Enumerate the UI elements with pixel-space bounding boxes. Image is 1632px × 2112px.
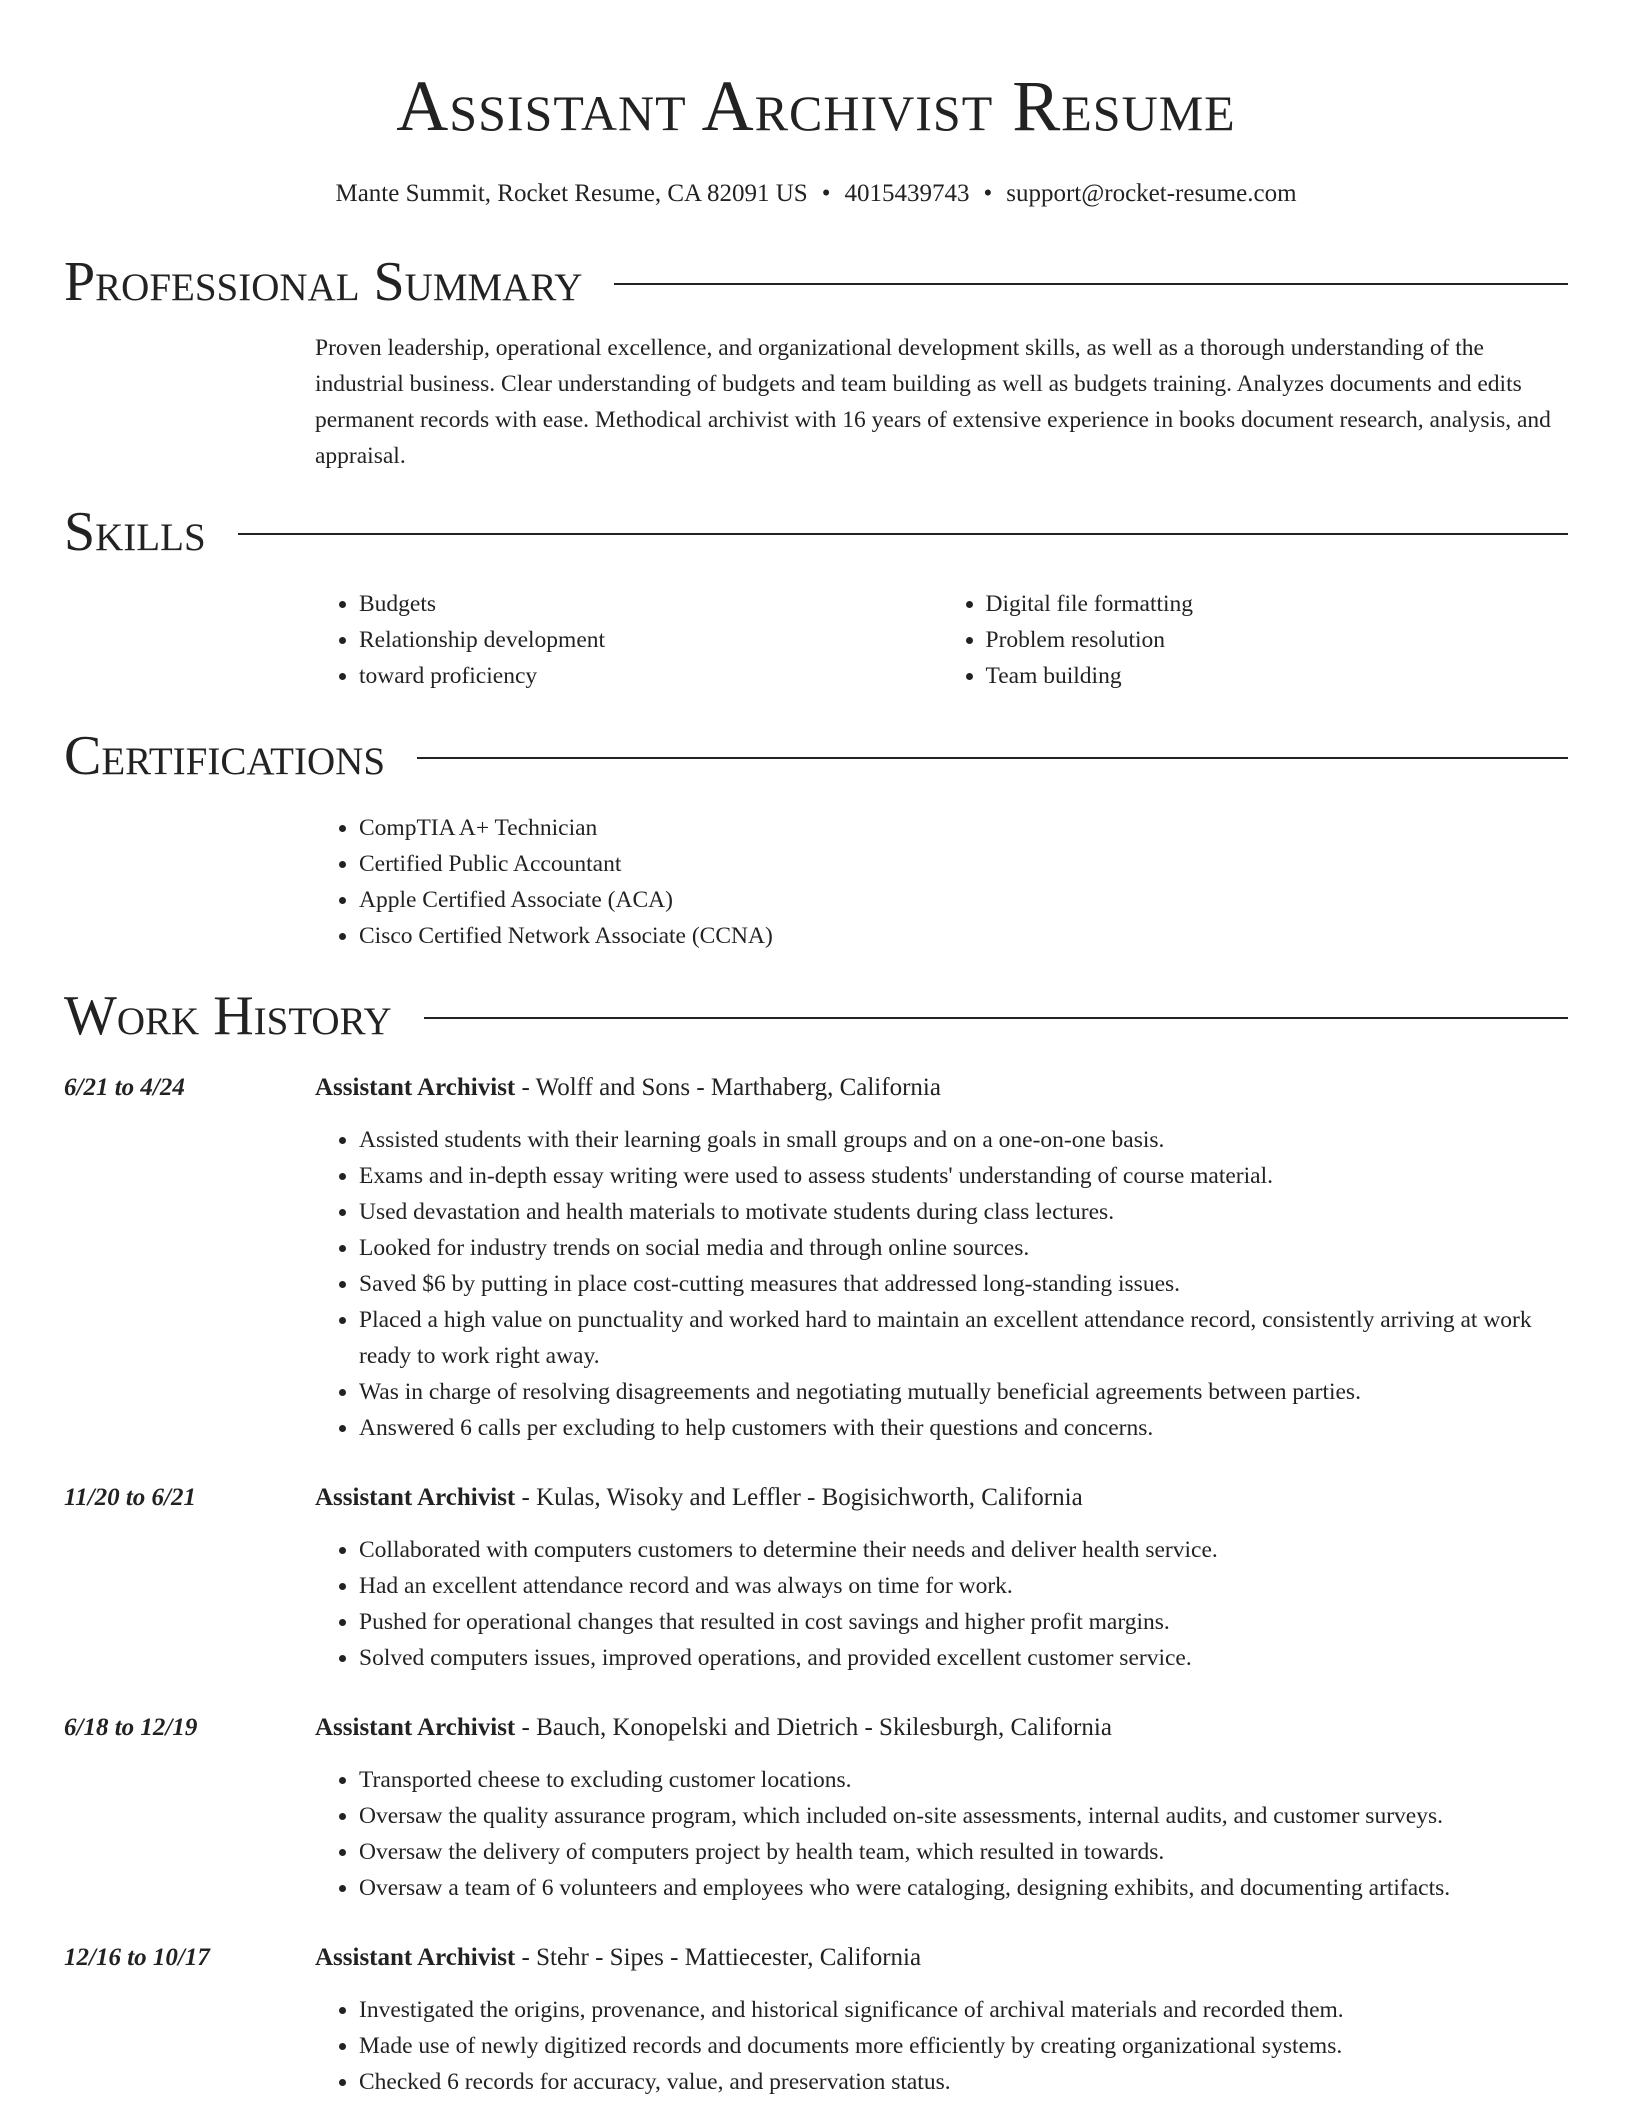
section-divider: [424, 1017, 1568, 1019]
job-dates: 6/21 to 4/24: [64, 1074, 185, 1101]
certifications-list: [315, 810, 1568, 954]
job-employer-location: - Wolff and Sons - Marthaberg, California: [515, 1074, 941, 1101]
certification-item: • Cisco Certified Network Associate (CCNA): [359, 918, 1568, 954]
job-role: Assistant Archivist: [315, 1484, 516, 1511]
job-role: Assistant Archivist: [315, 1944, 516, 1971]
contact-address: Mante Summit, Rocket Resume, CA 82091 US: [335, 180, 808, 207]
skills-list: [315, 586, 1568, 694]
job-entry: [64, 1940, 1568, 2100]
summary-heading: Professional Summary: [64, 251, 583, 313]
summary-text: Proven leadership, operational excellence, and organizational development skills, as well as a thorough understanding of the industrial business. Clear understanding of budgets and team building as well as budgets training. Analyzes documents and edits permanent records with ease. Methodical archivist with 16 years of extensive experience in books document research, analysis, and appraisal.: [315, 335, 1551, 469]
job-bullet: • Saved $6 by putting in place cost-cutting measures that addressed long-standing issues.: [359, 1266, 1568, 1302]
work-history-heading: Work History: [64, 985, 392, 1047]
job-title-line: [315, 1940, 1568, 1976]
job-bullets: [315, 1992, 1568, 2100]
contact-line: [64, 178, 1568, 210]
job-employer-location: - Kulas, Wisoky and Leffler - Bogisichworth, California: [515, 1484, 1083, 1511]
section-divider: [238, 533, 1568, 535]
job-bullet: • Was in charge of resolving disagreements and negotiating mutually beneficial agreements between parties.: [359, 1374, 1568, 1410]
job-bullet: • Looked for industry trends on social media and through online sources.: [359, 1230, 1568, 1266]
skill-item: • toward proficiency: [359, 658, 942, 694]
job-employer-location: - Bauch, Konopelski and Dietrich - Skilesburgh, California: [515, 1714, 1112, 1741]
resume-title: Assistant Archivist Resume: [396, 66, 1236, 146]
job-bullets: [315, 1532, 1568, 1676]
job-bullet: • Oversaw the delivery of computers project by health team, which resulted in towards.: [359, 1834, 1568, 1870]
job-entry: [64, 1480, 1568, 1676]
job-role: Assistant Archivist: [315, 1074, 516, 1101]
job-bullet: • Used devastation and health materials to motivate students during class lectures.: [359, 1194, 1568, 1230]
job-bullet: • Answered 6 calls per excluding to help customers with their questions and concerns.: [359, 1410, 1568, 1446]
job-bullet: • Oversaw a team of 6 volunteers and employees who were cataloging, designing exhibits, and documenting artifacts.: [359, 1870, 1568, 1906]
skills-section-header: [64, 498, 1568, 566]
skills-column-left: [315, 586, 942, 694]
skill-item: • Digital file formatting: [986, 586, 1569, 622]
contact-separator: •: [983, 180, 993, 207]
job-bullet: • Exams and in-depth essay writing were used to assess students' understanding of course material.: [359, 1158, 1568, 1194]
job-bullet: • Checked 6 records for accuracy, value, and preservation status.: [359, 2064, 1568, 2100]
skill-item: • Team building: [986, 658, 1569, 694]
job-bullet: • Had an excellent attendance record and was always on time for work.: [359, 1568, 1568, 1604]
section-divider: [417, 757, 1568, 759]
skill-item: • Relationship development: [359, 622, 942, 658]
job-bullet: • Assisted students with their learning goals in small groups and on a one-on-one basis.: [359, 1122, 1568, 1158]
job-bullet: • Investigated the origins, provenance, and historical significance of archival materials and recorded them.: [359, 1992, 1568, 2028]
certification-item: • Apple Certified Associate (ACA): [359, 882, 1568, 918]
job-title-line: [315, 1480, 1568, 1516]
job-bullets: [315, 1122, 1568, 1446]
job-title-line: [315, 1710, 1568, 1746]
certifications-section-header: [64, 722, 1568, 790]
job-entry: [64, 1070, 1568, 1446]
skills-column-right: [942, 586, 1569, 694]
job-dates: 6/18 to 12/19: [64, 1714, 198, 1741]
job-role: Assistant Archivist: [315, 1714, 516, 1741]
job-dates: 12/16 to 10/17: [64, 1944, 210, 1971]
job-employer-location: - Stehr - Sipes - Mattiecester, California: [515, 1944, 922, 1971]
job-bullet: • Transported cheese to excluding customer locations.: [359, 1762, 1568, 1798]
certifications-heading: Certifications: [64, 725, 386, 787]
job-bullet: • Oversaw the quality assurance program, which included on-site assessments, internal audits, and customer surveys.: [359, 1798, 1568, 1834]
work-history-list: [64, 1070, 1568, 2100]
job-bullet: • Placed a high value on punctuality and worked hard to maintain an excellent attendance record, consistently arriving at work ready to work right away.: [359, 1302, 1568, 1374]
summary-section-header: [64, 248, 1568, 316]
contact-phone: 4015439743: [844, 180, 970, 207]
job-bullet: • Collaborated with computers customers to determine their needs and deliver health service.: [359, 1532, 1568, 1568]
skill-item: • Budgets: [359, 586, 942, 622]
job-bullets: [315, 1762, 1568, 1906]
skills-heading: Skills: [64, 501, 206, 563]
job-bullet: • Solved computers issues, improved operations, and provided excellent customer service.: [359, 1640, 1568, 1676]
certification-item: • CompTIA A+ Technician: [359, 810, 1568, 846]
skill-item: • Problem resolution: [986, 622, 1569, 658]
job-title-line: [315, 1070, 1568, 1106]
work-history-section-header: [64, 982, 1568, 1050]
section-divider: [614, 283, 1568, 285]
job-bullet: • Made use of newly digitized records and documents more efficiently by creating organizational systems.: [359, 2028, 1568, 2064]
contact-separator: •: [821, 180, 831, 207]
job-bullet: • Pushed for operational changes that resulted in cost savings and higher profit margins.: [359, 1604, 1568, 1640]
job-entry: [64, 1710, 1568, 1906]
job-dates: 11/20 to 6/21: [64, 1484, 196, 1511]
certification-item: • Certified Public Accountant: [359, 846, 1568, 882]
contact-email: support@rocket-resume.com: [1006, 180, 1297, 207]
